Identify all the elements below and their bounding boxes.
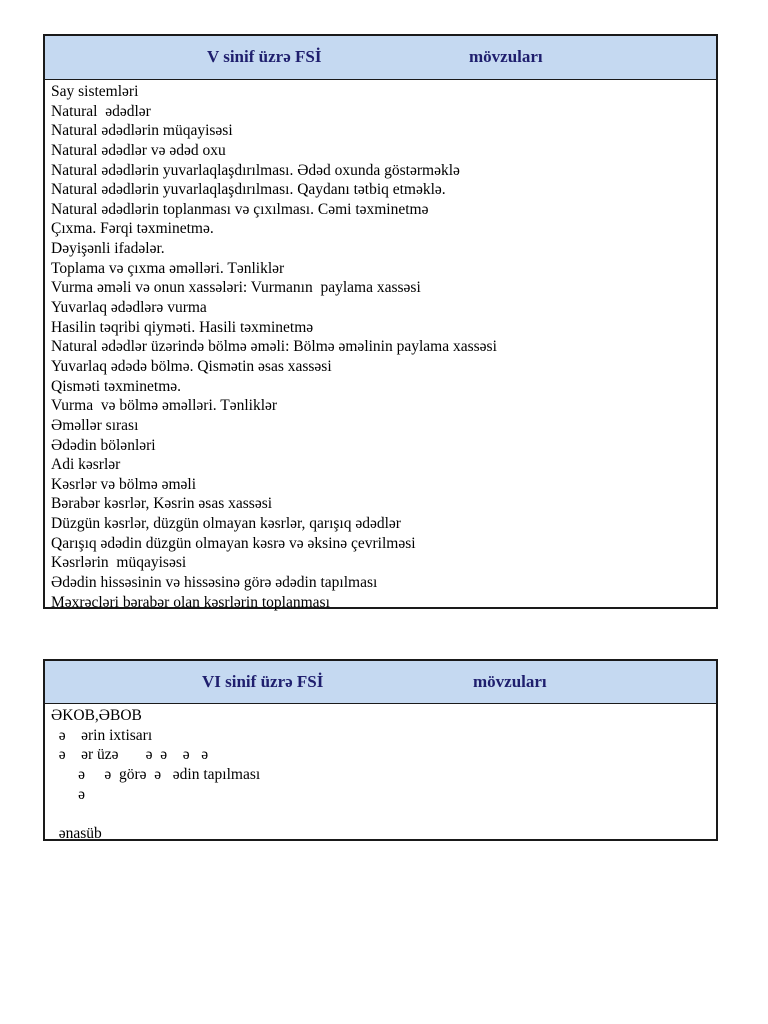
table-header [45,36,716,80]
topic-row: Məxrəcləri bərabər olan kəsrlərin toplanması [51,593,330,611]
topic-row: Ədədin bölənləri [51,436,156,454]
table-header [45,661,716,704]
header-topics-label: mövzuları [469,47,543,66]
topic-row: Ədədin hissəsinin və hissəsinə görə ədədin tapılması [51,574,378,592]
topic-row: Natural ədədlərin müqayisəsi [51,122,233,140]
topic-row: Natural ədədlər və ədəd oxu [51,141,226,159]
topic-row: Kəsrlərin müqayisəsi [51,554,187,572]
topic-row: ə [51,785,86,803]
topic-row: Say sistemləri [51,83,139,100]
topic-row: Hasilin təqribi qiyməti. Hasili təxminetmə [51,318,314,336]
topic-row: Natural ədədlərin yuvarlaqlaşdırılması. Ədəd oxunda göstərməklə [51,161,460,179]
topic-row: Kəsrlər və bölmə əməli [51,475,197,493]
header-title: V sinif üzrə FSİ [207,47,322,66]
topic-row: Düzgün kəsrlər, düzgün olmayan kəsrlər, qarışıq ədədlər [51,515,401,533]
topic-row: Qisməti təxminetmə. [51,377,182,395]
topic-row: Toplama və çıxma əməlləri. Tənliklər [51,259,285,277]
topic-row: Əməllər sırası [51,416,139,434]
table-body [45,704,716,844]
topic-row: Natural ədədlərin toplanması və çıxılması. Cəmi təxminetmə [51,200,429,218]
topic-row: Natural ədədlər üzərində bölmə əməli: Bölmə əməlinin paylama xassəsi [51,338,497,356]
header-title: VI sinif üzrə FSİ [202,672,324,691]
topic-row: Dəyişənli ifadələr. [51,240,165,258]
topic-row: Bərabər kəsrlər, Kəsrin əsas xassəsi [51,495,273,513]
topic-row: Vurma əməli və onun xassələri: Vurmanın paylama xassəsi [51,279,421,297]
topic-row: Yuvarlaq ədədlərə vurma [51,299,207,317]
topic-row: Natural ədədlər [51,102,151,120]
topic-row: ə ə görə ə ədin tapılması [51,766,261,784]
topic-row: ə ərin ixtisarı [51,726,153,744]
topic-row: Qarışıq ədədin düzgün olmayan kəsrə və əksinə çevrilməsi [51,534,416,552]
topic-row: Vurma və bölmə əməlləri. Tənliklər [51,397,278,415]
topic-row: ənasüb [51,825,102,843]
topics-table-grade5 [43,34,718,609]
topic-row: Natural ədədlərin yuvarlaqlaşdırılması. Qaydanı tətbiq etməklə. [51,181,446,199]
topics-table-grade6 [43,659,718,841]
topic-row: ə ər üzə ə ə ə ə [51,746,209,764]
topic-row: Çıxma. Fərqi təxminetmə. [51,220,214,238]
topic-row [51,804,716,824]
header-topics-label: mövzuları [473,672,547,691]
topic-row: Yuvarlaq ədədə bölmə. Qismətin əsas xassəsi [51,357,332,375]
table-body [45,80,716,612]
topic-row: Adi kəsrlər [51,456,121,474]
topic-row: ƏKOB,ƏBOB [51,707,142,724]
